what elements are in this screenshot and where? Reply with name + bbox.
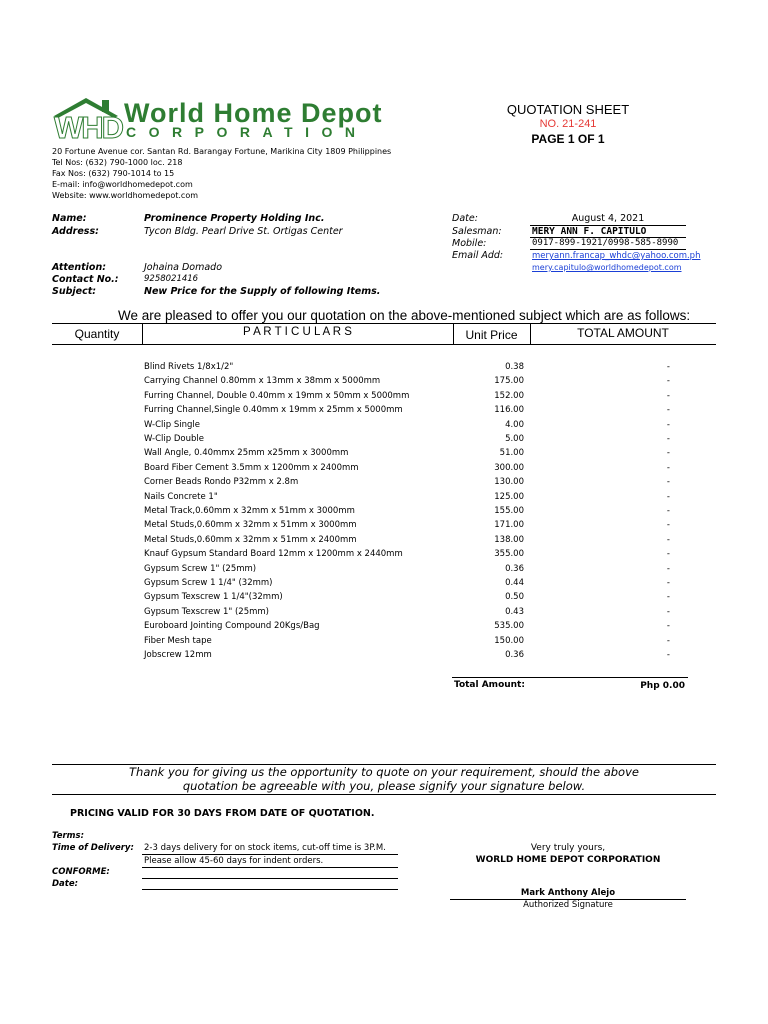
conforme-date-underline: [142, 889, 398, 890]
row-unit-price: 138.00: [494, 534, 524, 545]
row-item: Knauf Gypsum Standard Board 12mm x 1200mm x 2440mm: [144, 549, 403, 560]
total-value: Php 0.00: [640, 681, 685, 691]
row-unit-price: 355.00: [494, 549, 524, 560]
header-unit-price: Unit Price: [465, 328, 518, 342]
salesman-label: Salesman:: [452, 226, 502, 237]
table-row: [0, 636, 768, 650]
signature-company: WORLD HOME DEPOT CORPORATION: [475, 855, 661, 865]
quotation-number: NO. 21-241: [539, 118, 597, 130]
row-total: -: [666, 534, 670, 545]
row-unit-price: 0.50: [505, 592, 524, 603]
table-row: [0, 405, 768, 419]
mobile-label: Mobile:: [452, 238, 487, 249]
row-unit-price: 4.00: [505, 419, 524, 430]
row-item: Gypsum Texscrew 1 1/4"(32mm): [144, 592, 283, 603]
row-item: Corner Beads Rondo P32mm x 2.8m: [144, 477, 299, 488]
table-row: [0, 362, 768, 376]
table-row: [0, 463, 768, 477]
row-item: Metal Track,0.60mm x 32mm x 51mm x 3000mm: [144, 506, 355, 516]
subject-label: Subject:: [52, 286, 97, 297]
contact-label: Contact No.:: [52, 274, 119, 285]
thanks-bottom-line: [52, 794, 716, 795]
row-item: Furring Channel, Double 0.40mm x 19mm x 50mm x 5000mm: [144, 390, 410, 401]
row-item: Board Fiber Cement 3.5mm x 1200mm x 2400mm: [144, 462, 359, 473]
row-total: -: [666, 448, 670, 459]
row-item: Metal Studs,0.60mm x 32mm x 51mm x 2400mm: [144, 534, 357, 545]
row-item: Jobscrew 12mm: [144, 650, 212, 660]
row-unit-price: 0.44: [505, 578, 524, 588]
header-total-amount: TOTAL AMOUNT: [577, 326, 669, 340]
row-total: -: [666, 563, 670, 574]
row-unit-price: 171.00: [494, 520, 524, 531]
company-email: E-mail: info@worldhomedepot.com: [52, 180, 193, 189]
conforme-label: CONFORME:: [52, 867, 110, 877]
date-label: Date:: [452, 213, 478, 224]
table-row: [0, 592, 768, 606]
table-row: [0, 578, 768, 592]
table-row: [0, 564, 768, 578]
attention-label: Attention:: [52, 262, 107, 273]
thanks-line-2: quotation be agreeable with you, please signify your signature below.: [182, 779, 586, 793]
company-name: World Home Depot: [124, 98, 383, 128]
row-item: Wall Angle, 0.40mmx 25mm x25mm x 3000mm: [144, 448, 349, 459]
row-unit-price: 152.00: [494, 390, 524, 401]
company-corporation: CORPORATION: [126, 124, 368, 140]
intro-text: We are pleased to offer you our quotation on the above-mentioned subject which are as follows:: [118, 308, 691, 323]
total-label: Total Amount:: [454, 680, 525, 690]
closing-text: Very truly yours,: [530, 843, 606, 853]
row-total: -: [666, 419, 670, 430]
table-row: [0, 650, 768, 664]
row-item: Blind Rivets 1/8x1/2": [144, 362, 234, 372]
logo-mark: WHD: [54, 110, 123, 145]
delivery-line-1: 2-3 days delivery for on stock items, cut-off time is 3P.M.: [144, 843, 386, 853]
row-unit-price: 0.43: [505, 606, 524, 617]
table-header-top-line: [52, 323, 716, 324]
attention-value: Johaina Domado: [144, 262, 223, 273]
table-header-bottom-line: [52, 344, 716, 345]
email-label: Email Add:: [452, 250, 504, 261]
row-unit-price: 0.38: [505, 362, 524, 372]
table-row: [0, 434, 768, 448]
date-value: August 4, 2021: [571, 213, 645, 224]
row-unit-price: 116.00: [494, 405, 524, 416]
row-unit-price: 5.00: [505, 434, 524, 444]
row-item: Gypsum Screw 1 1/4" (32mm): [144, 578, 273, 588]
company-logo: [52, 96, 402, 146]
row-unit-price: 0.36: [505, 563, 524, 574]
row-item: W-Clip Single: [144, 419, 201, 430]
signatory-title: Authorized Signature: [523, 900, 613, 910]
terms-label: Terms:: [52, 831, 84, 841]
row-item: Fiber Mesh tape: [144, 635, 212, 646]
company-website: Website: www.worldhomedepot.com: [52, 191, 199, 200]
row-item: Carrying Channel 0.80mm x 13mm x 38mm x 5000mm: [144, 376, 381, 387]
row-unit-price: 150.00: [494, 635, 524, 646]
row-unit-price: 155.00: [494, 506, 524, 516]
client-address: Tycon Bldg. Pearl Drive St. Ortigas Center: [144, 226, 343, 237]
row-total: -: [666, 621, 670, 632]
email-link-1[interactable]: meryann.francap_whdc@yahoo.com.ph: [532, 251, 701, 261]
row-item: Nails Concrete 1": [144, 491, 218, 502]
row-unit-price: 130.00: [494, 477, 524, 488]
table-row: [0, 477, 768, 491]
client-address-label: Address:: [52, 226, 99, 237]
row-item: Euroboard Jointing Compound 20Kgs/Bag: [144, 621, 320, 632]
table-row: [0, 549, 768, 563]
row-item: Metal Studs,0.60mm x 32mm x 51mm x 3000mm: [144, 520, 357, 531]
signatory-name: Mark Anthony Alejo: [520, 888, 616, 898]
thanks-line-1: Thank you for giving us the opportunity to quote on your requirement, should the above: [129, 765, 639, 779]
company-address: 20 Fortune Avenue cor. Santan Rd. Barangay Fortune, Marikina City 1809 Philippines: [52, 147, 392, 156]
table-row: [0, 391, 768, 405]
row-item: Furring Channel,Single 0.40mm x 19mm x 25mm x 5000mm: [144, 405, 403, 416]
row-total: -: [666, 506, 670, 516]
table-row: [0, 506, 768, 520]
total-line: [452, 677, 688, 678]
row-unit-price: 535.00: [494, 621, 524, 632]
row-total: -: [666, 578, 670, 588]
row-total: -: [666, 477, 670, 488]
conforme-date-label: Date:: [52, 879, 79, 889]
header-particulars: P A R T I C U L A R S: [243, 326, 352, 338]
quotation-page: PAGE 1 OF 1: [531, 132, 605, 146]
quotation-title: QUOTATION SHEET: [506, 102, 630, 117]
salesman-value: MERY ANN F. CAPITULO: [532, 226, 647, 237]
row-total: -: [666, 549, 670, 560]
company-tel: Tel Nos: (632) 790-1000 loc. 218: [52, 158, 183, 167]
delivery-underline-1: [142, 854, 398, 855]
mobile-value: 0917-899-1921/0998-585-8990: [532, 238, 679, 248]
row-total: -: [666, 520, 670, 531]
row-total: -: [666, 635, 670, 646]
row-total: -: [666, 434, 670, 444]
table-row: [0, 535, 768, 549]
contact-value: 9258021416: [144, 274, 199, 284]
email-link-2[interactable]: mery.capitulo@worldhomedepot.com: [532, 263, 682, 272]
table-row: [0, 621, 768, 635]
row-unit-price: 125.00: [494, 491, 524, 502]
row-total: -: [666, 462, 670, 473]
client-name: Prominence Property Holding Inc.: [144, 213, 325, 224]
table-row: [0, 492, 768, 506]
row-item: Gypsum Texscrew 1" (25mm): [144, 606, 269, 617]
delivery-underline-2: [142, 867, 398, 868]
subject-value: New Price for the Supply of following Items.: [144, 286, 381, 297]
table-row: [0, 607, 768, 621]
row-total: -: [666, 390, 670, 401]
header-quantity: Quantity: [74, 327, 120, 341]
conforme-underline: [142, 878, 398, 879]
delivery-line-2: Please allow 45-60 days for indent orders.: [144, 856, 324, 866]
delivery-label: Time of Delivery:: [52, 843, 134, 853]
row-item: W-Clip Double: [144, 434, 205, 444]
row-item: Gypsum Screw 1" (25mm): [144, 563, 257, 574]
row-total: -: [666, 592, 670, 603]
mobile-underline: [530, 249, 686, 250]
row-total: -: [666, 362, 670, 372]
row-total: -: [666, 606, 670, 617]
row-unit-price: 51.00: [499, 448, 524, 459]
validity-text: PRICING VALID FOR 30 DAYS FROM DATE OF QUOTATION.: [70, 808, 375, 819]
row-unit-price: 0.36: [505, 650, 524, 660]
company-fax: Fax Nos: (632) 790-1014 to 15: [52, 169, 175, 178]
row-total: -: [666, 491, 670, 502]
table-row: [0, 420, 768, 434]
table-row: [0, 520, 768, 534]
row-unit-price: 175.00: [494, 376, 524, 387]
row-unit-price: 300.00: [494, 462, 524, 473]
table-row: [0, 376, 768, 390]
row-total: -: [666, 650, 670, 660]
row-total: -: [666, 376, 670, 387]
table-row: [0, 448, 768, 462]
client-name-label: Name:: [52, 213, 87, 224]
row-total: -: [666, 405, 670, 416]
